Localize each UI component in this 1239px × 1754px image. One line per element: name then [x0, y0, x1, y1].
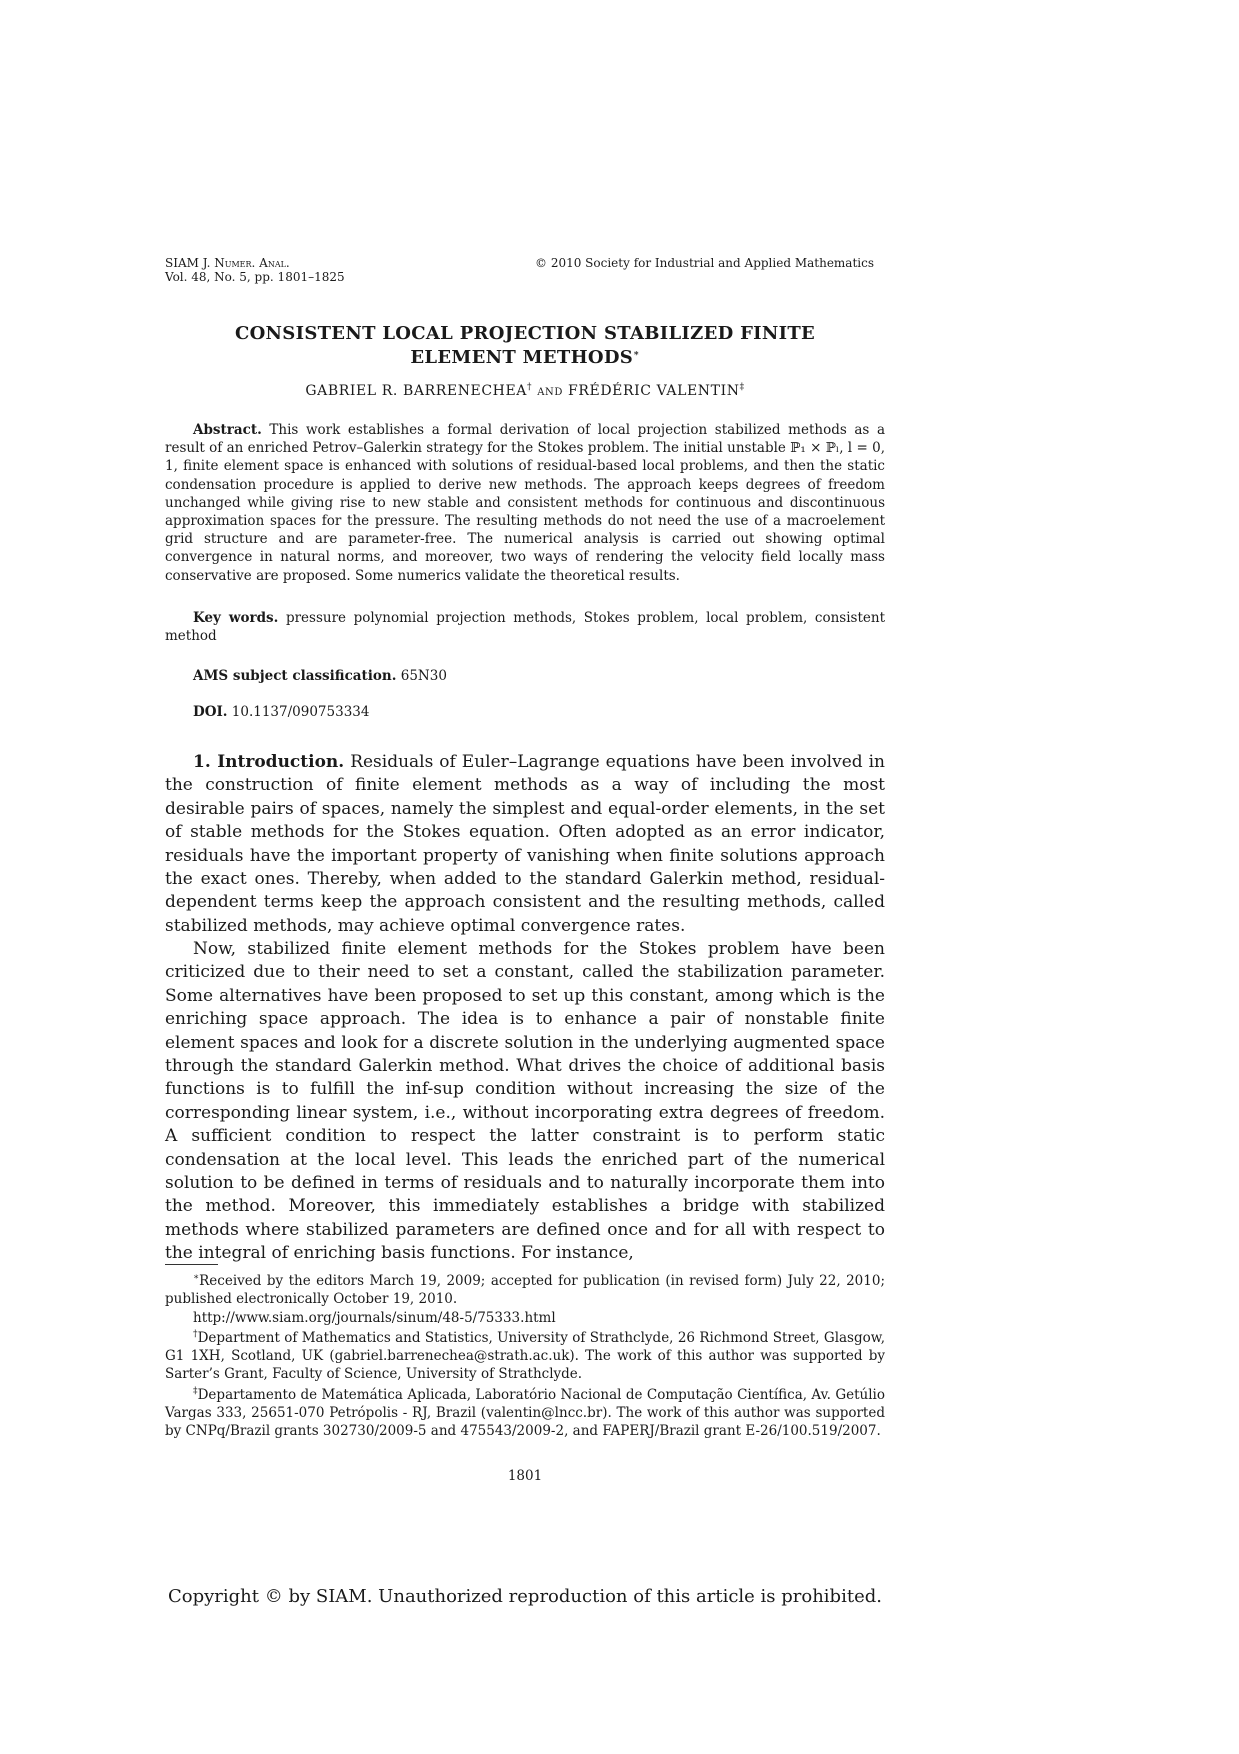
abstract: [165, 421, 885, 585]
ams-label: AMS subject classification.: [193, 668, 397, 684]
intro-heading: 1. Introduction.: [193, 752, 345, 772]
author-1: GABRIEL R. BARRENECHEA: [305, 383, 528, 399]
intro-p2-text: Now, stabilized finite element methods for the Stokes problem have been criticized due to their need to set a constant, called the stabilization parameter. Some alternatives have been proposed to set up this constant, among which is the enriching space approach. The idea is to enhance a pair of nonstable finite element spaces and look for a discrete solution in the underlying augmented space through the standard Galerkin method. What drives the choice of additional basis functions is to fulfill the inf-sup condition without increasing the size of the corresponding linear system, i.e., without incorporating extra degrees of freedom. A sufficient condition to respect the latter constraint is to perform static condensation at the local level. This leads the enriched part of the numerical solution to be defined in terms of residuals and to naturally incorporate them into the method. Moreover, this immediately establishes a bridge with stabilized methods where stabilized parameters are defined once and for all with respect to the integral of enriching basis functions. For instance,: [165, 939, 885, 1264]
journal-name: SIAM J. Numer. Anal.: [165, 256, 290, 270]
doi-label: DOI.: [193, 704, 228, 720]
footnote-url: [165, 1309, 885, 1327]
copyright-notice: Copyright © by SIAM. Unauthorized reproduction of this article is prohibited.: [168, 1586, 882, 1607]
keywords-label: Key words.: [193, 610, 279, 626]
footnote-2-text: Department of Mathematics and Statistics, University of Strathclyde, 26 Richmond Street, Glasgow, G1 1XH, Scotland, UK (gabriel.barrenechea@strath.ac.uk). The work of this author was supported by Sarter’s Grant, Faculty of Science, University of Strathclyde.: [165, 1330, 886, 1383]
footnote-2-mark: †: [193, 1329, 198, 1340]
author-line: [165, 383, 885, 399]
title-line-1: CONSISTENT LOCAL PROJECTION STABILIZED FINITE: [234, 323, 816, 344]
author-1-mark: †: [527, 382, 533, 393]
ams-text: 65N30: [400, 668, 447, 684]
society-copyright-text: 2010 Society for Industrial and Applied Mathematics: [547, 256, 874, 270]
abstract-label: Abstract.: [193, 422, 262, 438]
footnote-url-text[interactable]: http://www.siam.org/journals/sinum/48-5/75333.html: [193, 1310, 556, 1326]
author-2-mark: ‡: [739, 382, 745, 393]
keywords: [165, 609, 885, 645]
title-footnote-mark: ∗: [633, 349, 640, 359]
intro-paragraph-1: [165, 751, 885, 938]
abstract-text: This work establishes a formal derivation of local projection stabilized methods as a result of an enriched Petrov–Galerkin strategy for the Stokes problem. The initial unstable ℙ₁ × ℙₗ, l = 0, 1, finite element space is enhanced with solutions of residual-based local problems, and then the static condensation procedure is applied to derive new methods. The approach keeps degrees of freedom unchanged while giving rise to new stable and consistent methods for continuous and discontinuous approximation spaces for the pressure. The resulting methods do not need the use of a macroelement grid structure and are parameter-free. The numerical analysis is carried out showing optimal convergence in natural norms, and moreover, two ways of rendering the velocity field locally mass conservative are proposed. Some numerics validate the theoretical results.: [165, 422, 886, 584]
doi-text: 10.1137/090753334: [231, 704, 370, 720]
intro-paragraph-2: [165, 938, 885, 1266]
footnote-received: [165, 1272, 885, 1308]
intro-p1-text: Residuals of Euler–Lagrange equations have been involved in the construction of finite element methods as a way of including the most desirable pairs of spaces, namely the simplest and equal-order elements, in the set of stable methods for the Stokes equation. Often adopted as an error indicator, residuals have the important property of vanishing when finite solutions approach the exact ones. Thereby, when added to the standard Galerkin method, residual-dependent terms keep the approach consistent and the resulting methods, called stabilized methods, may achieve optimal convergence rates.: [165, 752, 886, 936]
footnote-rule: [165, 1264, 218, 1265]
footnote-author-1: [165, 1329, 885, 1384]
footnote-author-2: [165, 1386, 885, 1441]
doi: [165, 703, 885, 721]
society-copyright: [535, 256, 874, 270]
author-2: FRÉDÉRIC VALENTIN: [568, 383, 740, 399]
copyright-symbol: ©: [535, 256, 547, 270]
journal-volume: Vol. 48, No. 5, pp. 1801–1825: [165, 270, 345, 284]
footnote-1-text: Received by the editors March 19, 2009; accepted for publication (in revised form) July 22, 2010; published electronically October 19, 2010.: [165, 1273, 885, 1308]
footnote-3-mark: ‡: [193, 1386, 198, 1397]
paper-title: [165, 322, 885, 370]
author-conjunction: and: [537, 383, 563, 399]
ams-classification: [165, 667, 885, 685]
footnote-1-mark: ∗: [193, 1272, 200, 1283]
title-line-2: ELEMENT METHODS: [410, 347, 634, 368]
keywords-text: pressure polynomial projection methods, Stokes problem, local problem, consistent method: [165, 610, 885, 645]
journal-header: [165, 256, 345, 284]
footnote-3-text: Departamento de Matemática Aplicada, Laboratório Nacional de Computação Científica, Av. Getúlio Vargas 333, 25651-070 Petrópolis - RJ, Brazil (valentin@lncc.br). The work of this author was supported by CNPq/Brazil grants 302730/2009-5 and 475543/2009-2, and FAPERJ/Brazil grant E-26/100.519/2007.: [165, 1387, 886, 1440]
page-number: 1801: [507, 1468, 543, 1484]
